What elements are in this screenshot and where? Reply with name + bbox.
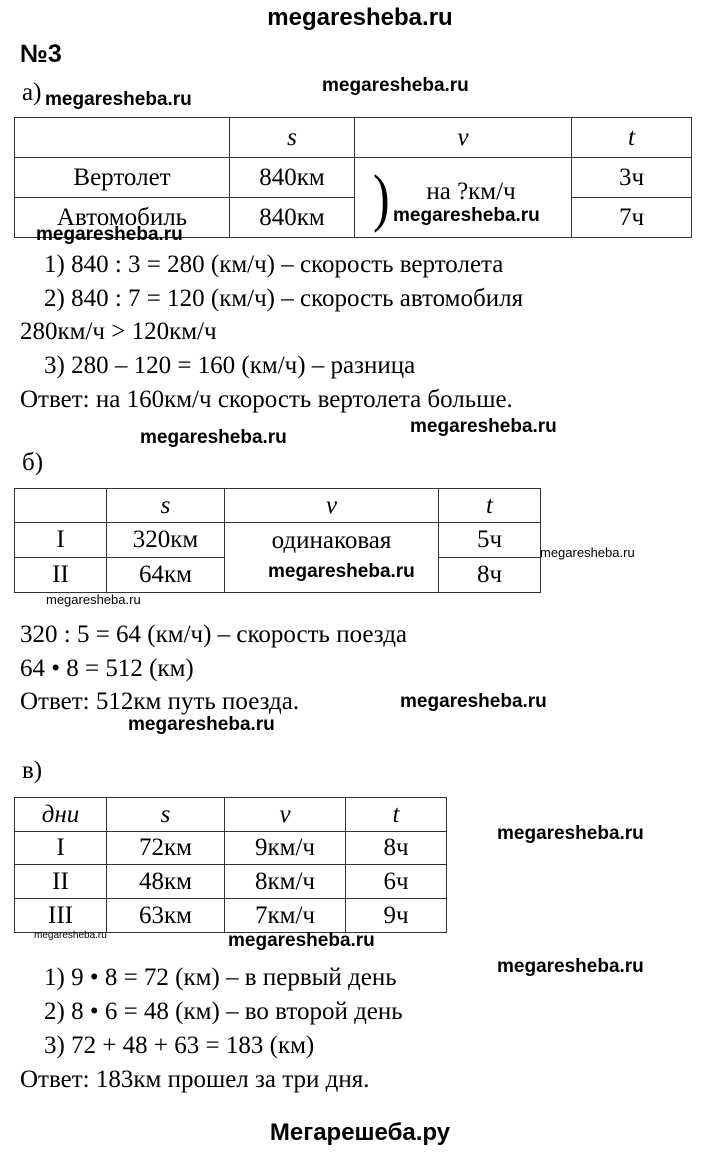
table-c: [14, 797, 447, 933]
table-cell: 64км: [107, 558, 225, 593]
header-cell: t: [346, 798, 447, 832]
solution-line: 1) 840 : 3 = 280 (км/ч) – скорость вертолета: [44, 251, 504, 278]
table-cell: I: [15, 523, 107, 558]
part-c-label: в): [22, 757, 43, 784]
site-header: megaresheba.ru: [267, 4, 453, 31]
watermark: megaresheba.ru: [540, 545, 635, 560]
table-cell: 5ч: [439, 523, 541, 558]
table-cell: 840км: [230, 198, 355, 238]
merged-v-cell: одинаковая: [225, 523, 439, 593]
table-cell: 8ч: [439, 558, 541, 593]
header-cell: s: [107, 489, 225, 523]
solution-line: 280км/ч > 120км/ч: [20, 318, 217, 345]
header-cell: [15, 489, 107, 523]
header-cell: v: [225, 798, 346, 832]
table-cell: 840км: [230, 158, 355, 198]
table-cell: 8ч: [346, 832, 447, 865]
header-cell: v: [355, 118, 572, 158]
watermark: megaresheba.ru: [410, 416, 557, 437]
watermark: megaresheba.ru: [497, 956, 644, 977]
table-cell: Вертолет: [15, 158, 230, 198]
solution-line: 2) 840 : 7 = 120 (км/ч) – скорость автомобиля: [44, 285, 524, 312]
answer-line: Ответ: на 160км/ч скорость вертолета больше.: [20, 386, 513, 413]
table-cell: III: [15, 899, 107, 933]
watermark: megaresheba.ru: [228, 930, 375, 951]
table-cell: 63км: [107, 899, 225, 933]
table-cell: II: [15, 558, 107, 593]
table-cell: 9ч: [346, 899, 447, 933]
table-a: [14, 117, 692, 238]
watermark: megaresheba.ru: [400, 691, 547, 712]
solution-line: 3) 280 – 120 = 160 (км/ч) – разница: [44, 352, 416, 379]
header-cell: [15, 118, 230, 158]
header-cell: t: [439, 489, 541, 523]
table-cell: II: [15, 865, 107, 899]
table-cell: на ?км/ч: [426, 177, 516, 205]
table-cell: 6ч: [346, 865, 447, 899]
table-cell: 320км: [107, 523, 225, 558]
header-cell: s: [230, 118, 355, 158]
solution-line: 320 : 5 = 64 (км/ч) – скорость поезда: [20, 621, 408, 648]
table-cell: I: [15, 832, 107, 865]
table-cell: 9км/ч: [225, 832, 346, 865]
watermark: megaresheba.ru: [36, 224, 183, 245]
watermark: megaresheba.ru: [46, 592, 141, 607]
table-cell: 8км/ч: [225, 865, 346, 899]
part-a-label: а): [22, 79, 42, 106]
solution-line: 64 • 8 = 512 (км): [20, 655, 194, 682]
exercise-number: №3: [20, 40, 62, 68]
watermark: megaresheba.ru: [34, 930, 107, 941]
watermark: megaresheba.ru: [497, 823, 644, 844]
part-b-label: б): [22, 449, 44, 476]
solution-line: 2) 8 • 6 = 48 (км) – во второй день: [44, 998, 403, 1025]
table-cell: Автомобиль: [15, 198, 230, 238]
header-cell: s: [107, 798, 225, 832]
table-cell: 7км/ч: [225, 899, 346, 933]
answer-line: Ответ: 512км путь поезда.: [20, 688, 300, 715]
watermark: megaresheba.ru: [322, 75, 469, 96]
table-cell: 7ч: [572, 198, 692, 238]
watermark: megaresheba.ru: [393, 205, 540, 226]
answer-line: Ответ: 183км прошел за три дня.: [20, 1066, 370, 1093]
header-cell: t: [572, 118, 692, 158]
table-cell: 48км: [107, 865, 225, 899]
site-footer: Мегарешеба.ру: [269, 1119, 451, 1146]
watermark: megaresheba.ru: [140, 427, 287, 448]
watermark: megaresheba.ru: [268, 561, 415, 582]
header-cell: v: [225, 489, 439, 523]
solution-line: 3) 72 + 48 + 63 = 183 (км): [44, 1032, 315, 1059]
table-cell: 72км: [107, 832, 225, 865]
curved-arrow-icon: ): [373, 160, 390, 234]
solution-line: 1) 9 • 8 = 72 (км) – в первый день: [44, 964, 397, 991]
header-cell: дни: [15, 798, 107, 832]
table-cell: 3ч: [572, 158, 692, 198]
watermark: megaresheba.ru: [128, 714, 275, 735]
watermark: megaresheba.ru: [45, 89, 192, 110]
